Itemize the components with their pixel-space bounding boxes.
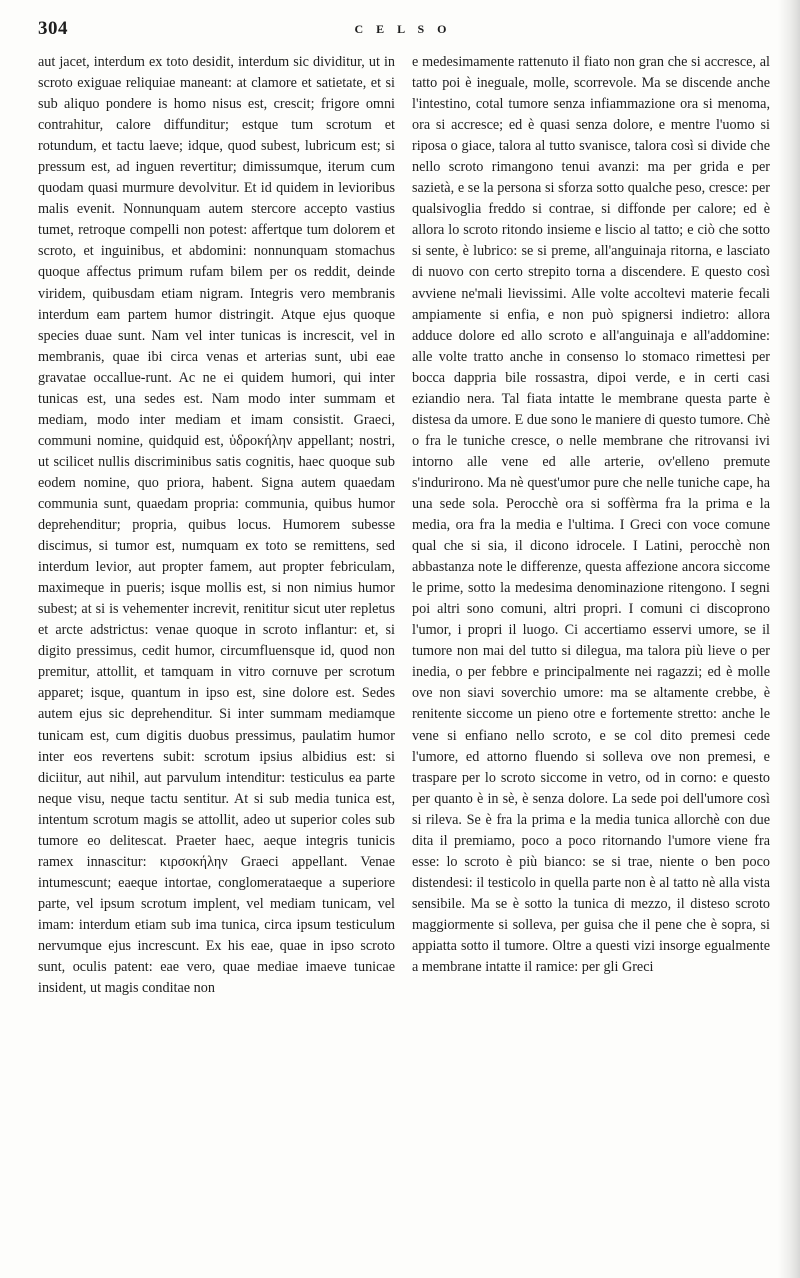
running-head: C E L S O — [354, 22, 452, 36]
page-edge-shadow — [778, 0, 800, 1278]
latin-text: aut jacet, interdum ex toto desidit, interdum sic dividitur, ut in scroto exiguae reliquiae maneant: at clamore et satietate, et si sub aliquo pondere is homo nisus est, crescit; frigore omni contrahitur, calore diffunditur; estque tum scrotum et rotundum, et tactu laeve; idque, quod subest, lubricum est; si pressum est, ad inguen revertitur; dimissumque, iterum cum quodam quasi murmure devolvitur. Et id quidem in levioribus malis evenit. Nonnunquam autem stercore accepto vastius tumet, retroque compelli non potest: affertque tum dolorem et scroto, et inguinibus, et abdomini: nonnunquam stomachus quoque affectus primum rufam bilem per os reddit, deinde viridem, quibusdam etiam nigram. Integris vero membranis interdum eam partem humor distringit. Atque ejus quoque species duae sunt. Nam vel inter tunicas is increscit, vel in membranis, quae ibi circa venas et arterias sunt, ubi eae gravatae occallue-runt. Ac ne ei quidem humori, qui inter tunicas est, una sedes est. Nam modo inter summam et mediam, modo inter mediam et imam consistit. Graeci, communi nomine, quidquid est, ὑδροκήλην appellant; nostri, ut scilicet nullis discriminibus satis cognitis, haec quoque sub eodem nomine, quo priora, habent. Signa autem quaedam communia sunt, quaedam propria: communia, quibus humor deprehenditur; propria, quibus locus. Humorem subesse discimus, si tumor est, numquam ex toto se remittens, sed interdum levior, aut propter famem, aut propter febriculam, maximeque in pueris; isque mollis est, si non nimius humor subest; at si is vehementer increvit, renititur sicut uter repletus et arcte adstrictus: venae quoque in scroto inflantur: et, si digito pressimus, cedit humor, circumfluensque id, quod non premitur, attollit, et tamquam in vitro cornuve per scrotum apparet; isque, quantum in ipso est, sine dolore est. Sedes autem ejus sic deprehenditur. Si inter summam mediamque tunicam est, cum digitis duobus pressimus, paulatim humor inter eos revertens subit: scrotum ipsius albidius est: si diciitur, aut nihil, aut parvulum intenditur: testiculus ea parte neque visu, neque tactu sentitur. At si sub media tunica est, intentum scrotum magis se attollit, adeo ut superior coles sub tumore eo delitescat. Praeter haec, aeque integris tunicis ramex innascitur: κιρσοκήλην Graeci appellant. Venae intumescunt; eaeque intortae, conglomerataeque a superiore parte, vel ipsum scrotum implent, vel mediam tunicam, vel imam: interdum etiam sub ima tunica, circa ipsum testiculum nervumque ejus increscunt. Ex his eae, quae in ipso scroto sunt, oculis patent: eae vero, quae mediae imaeve tunicae insident, ut magis conditae non — [38, 54, 395, 997]
latin-column — [38, 52, 395, 1264]
page-number: 304 — [38, 18, 68, 39]
italian-text: e medesimamente rattenuto il fiato non gran che si accresce, al tatto poi è ineguale, molle, scorrevole. Ma se discende anche l'intestino, cotal tumore senza infiammazione ora si menoma, ora si accresce; ed è quasi senza dolore, e mentre l'uomo si riposa o giace, talora al tutto svanisce, talora così si divide che nello scroto rimangono tenui avanzi: ma per grida e per sazietà, e se la persona si sforza sotto qualche peso, cresce: per qualsivoglia freddo si contrae, si diffonde per calore; ed è allora lo scroto ritondo insieme e liscio al tatto; e ciò che sotto si sente, è lubrico: se si preme, all'anguinaja ritorna, e lasciato di nuovo con certo strepito torna a discendere. E questo così avviene ne'mali lievissimi. Alle volte accoltevi materie fecali ampiamente si enfia, e non può spignersi indietro: allora adduce dolore ed allo scroto e all'anguinaja e all'addomine: alle volte tratto anche in consenso lo stomaco rimettesi per bocca dappria bile rossastra, dipoi verde, e in certi casi eziandio nera. Tal fiata intatte le membrane questa parte è distesa da umore. E due sono le maniere di questo tumore. Chè o fra le tuniche cresce, o nelle membrane che ritrovansi ivi intorno alle vene ed alle arterie, ov'elleno premute s'indurirono. Ma nè quest'umor pure che nelle tuniche cape, ha una sede sola. Perocchè ora si soffèrma fra la prima e la media, ora fra la media e l'ultima. I Greci con voce comune qual che si sia, il dicono idrocele. I Latini, perocchè non abbastanza note le differenze, questa affezione ancora siccome le prime, sotto la medesima denominazione ritengono. I segni poi altri sono comuni, altri propri. I comuni ci discoprono l'umor, i propri il luogo. Ci accertiamo esservi umore, se il tumore non mai del tutto si dilegua, ma talora più lieve o per inedia, o per febbre e principalmente nei ragazzi; ed è molle ove non siavi soverchio umore: ma se altamente crebbe, è renitente siccome un pieno otre e fortemente stretto: anche le vene si enfiano nello scroto, e se col dito premesi cede l'umore, ed attorno fluendo si solleva ove non premesi, e traspare per lo scroto siccome in vetro, od in corno: e questo per quanto è in sè, è senza dolore. La sede poi dell'umore così si rileva. Se è fra la prima e la media tunica allorchè con due dita il premiamo, poco a poco ritornando l'umore viene fra esse: lo scroto è più bianco: se si trae, niente o ben poco distendesi: il testicolo in quella parte non è al tatto nè alla vista sensibile. Ma se è sotto la tunica di mezzo, il disteso scroto maggiormente si solleva, per guisa che il pene che è sopra, si appiatta sotto il tumore. Oltre a questi vizi insorge egualmente a membrane intatte il ramice: per gli Greci — [412, 54, 770, 976]
page-header — [38, 16, 768, 44]
italian-column — [412, 52, 770, 1264]
